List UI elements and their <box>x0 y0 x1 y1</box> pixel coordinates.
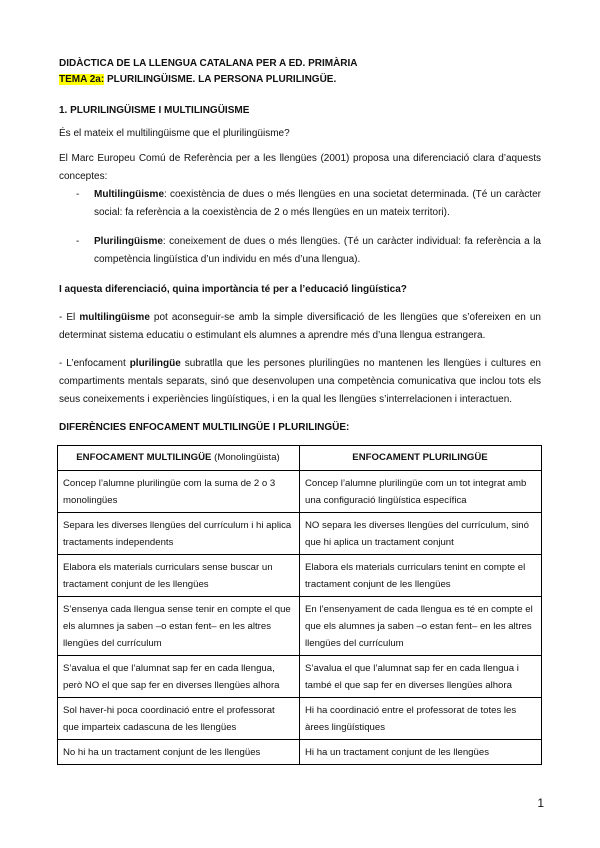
comparison-table <box>57 445 542 765</box>
table-cell: Separa les diverses llengües del currículum i hi aplica tractaments independents <box>58 513 300 555</box>
para-prefix: - L’enfocament <box>59 358 130 369</box>
bullet-plurilinguisme <box>94 233 541 269</box>
table-header-row <box>58 446 542 471</box>
table-cell: En l’ensenyament de cada llengua es té en compte el que els alumnes ja saben –o estan fent– en les altres llengües del currículum <box>300 597 542 656</box>
table-cell: Sol haver-hi poca coordinació entre el professorat que imparteix cadascuna de les llengües <box>58 698 300 740</box>
tema-title: PLURILINGÜISME. LA PERSONA PLURILINGÜE. <box>104 74 337 85</box>
para-text: pot aconseguir-se amb la simple diversificació de les llengües que s’ofereixen en un determinat sistema educatiu o estimulant els alumnes a aprendre més d’una llengua estrangera. <box>59 312 541 341</box>
table-cell: Elabora els materials curriculars sense buscar un tractament conjunt de les llengües <box>58 555 300 597</box>
table-cell: S’avalua el que l’alumnat sap fer en cada llengua i també el que sap fer en diverses llengües alhora <box>300 656 542 698</box>
table-cell: Elabora els materials curriculars tenint en compte el tractament conjunt de les llengües <box>300 555 542 597</box>
tema-heading <box>59 73 336 86</box>
table-title: DIFERÈNCIES ENFOCAMENT MULTILINGÜE I PLURILINGÜE: <box>59 422 350 433</box>
section-heading: 1. PLURILINGÜISME I MULTILINGÜISME <box>59 105 250 116</box>
bullet-term: Multilingüisme <box>94 189 164 200</box>
bullet-multilinguisme <box>94 186 541 222</box>
multilinguisme-paragraph <box>59 309 541 345</box>
course-title: DIDÀCTICA DE LA LLENGUA CATALANA PER A ED. PRIMÀRIA <box>59 58 358 69</box>
para-text: subratlla que les persones plurilingües no mantenen les llengües i cultures en compartiments mentals separats, sinó que desenvolupen una competència comunicativa que inclou tots els seus coneixements i experiències lingüístiques, i en la qual les llengües s’interrelacionen i interactuen. <box>59 358 541 405</box>
header-multilingue <box>58 446 300 471</box>
header-multilingue-note: (Monolingüista) <box>211 452 280 463</box>
bullet-dash: - <box>76 236 80 247</box>
para-term: multilingüisme <box>79 312 150 323</box>
bullet-text: : coneixement de dues o més llengües. (Té un caràcter individual: fa referència a la competència lingüística d’un individu en més d’una llengua). <box>94 236 541 265</box>
intro-paragraph: El Marc Europeu Comú de Referència per a les llengües (2001) proposa una diferenciació clara d’aquests conceptes: <box>59 153 541 182</box>
table-cell: NO separa les diverses llengües del currículum, sinó que hi aplica un tractament conjunt <box>300 513 542 555</box>
table-cell: Hi ha coordinació entre el professorat de totes les àrees lingüístiques <box>300 698 542 740</box>
table-row <box>58 513 542 555</box>
plurilingue-paragraph <box>59 355 541 409</box>
para-term: plurilingüe <box>129 358 181 369</box>
bullet-dash: - <box>76 189 80 200</box>
table-cell: S’ensenya cada llengua sense tenir en compte el que els alumnes ja saben –o estan fent– en les altres llengües del currículum <box>58 597 300 656</box>
bullet-term: Plurilingüisme <box>94 236 163 247</box>
table-cell: No hi ha un tractament conjunt de les llengües <box>58 740 300 765</box>
tema-label: TEMA 2a: <box>59 74 105 85</box>
bullet-text: : coexistència de dues o més llengües en una societat determinada. (Té un caràcter social: fa referència a la coexistència de 2 o més llengües en un mateix territori). <box>94 189 541 218</box>
section-question: És el mateix el multilingüisme que el plurilingüisme? <box>59 128 290 139</box>
table-cell: Hi ha un tractament conjunt de les llengües <box>300 740 542 765</box>
table-row <box>58 740 542 765</box>
header-multilingue-label: ENFOCAMENT MULTILINGÜE <box>76 452 212 463</box>
table-cell: Concep l’alumne plurilingüe com un tot integrat amb una configuració lingüística específica <box>300 471 542 513</box>
table-row <box>58 555 542 597</box>
importance-question: I aquesta diferenciació, quina importància té per a l’educació lingüística? <box>59 284 407 295</box>
table-row <box>58 698 542 740</box>
page-number: 1 <box>537 796 544 810</box>
table-row <box>58 656 542 698</box>
para-prefix: - El <box>59 312 80 323</box>
header-plurilingue: ENFOCAMENT PLURILINGÜE <box>300 446 542 471</box>
table-cell: Concep l’alumne plurilingüe com la suma de 2 o 3 monolingües <box>58 471 300 513</box>
table-row <box>58 471 542 513</box>
table-cell: S’avalua el que l’alumnat sap fer en cada llengua, però NO el que sap fer en diverses llengües alhora <box>58 656 300 698</box>
table-row <box>58 597 542 656</box>
